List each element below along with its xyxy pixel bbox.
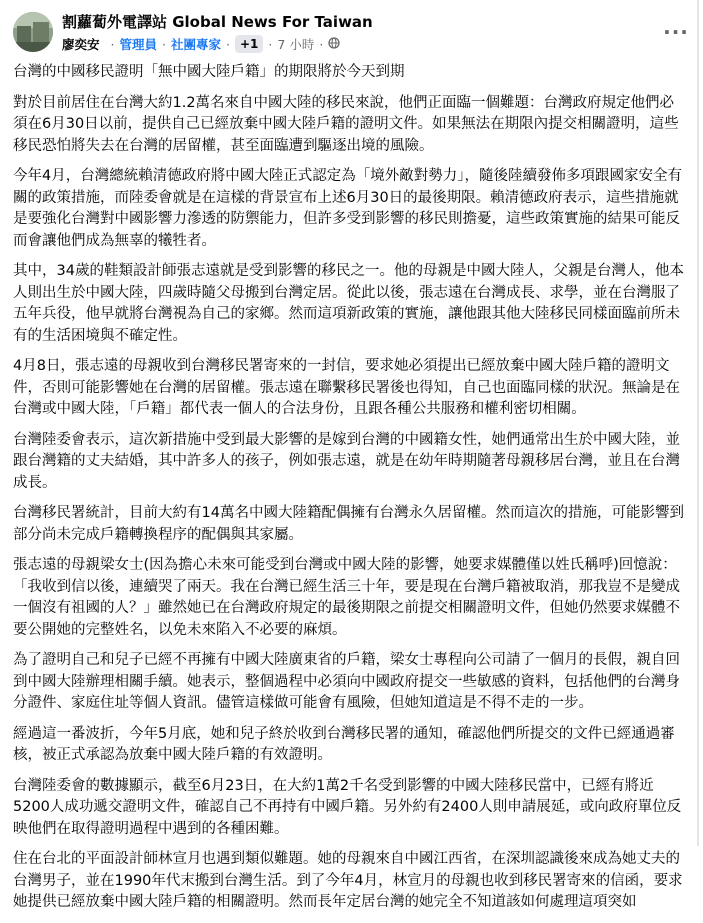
role-badge-expert[interactable]: 社團專家 (171, 37, 222, 52)
post-body (13, 62, 688, 923)
post-paragraph: 台灣陸委會的數據顯示，截至6月23日，在大約1萬2千名受到影響的中國大陸移民當中，已經有將近5200人成功遞交證明文件，確認自己不再持有中國戶籍。另外約有2400人則申請展延，或向政府單位反映他們在取得證明過程中遇到的各種困難。 (13, 777, 682, 837)
post-paragraph: 今年4月，台灣總統賴清德政府將中國大陸正式認定為「境外敵對勢力」，隨後陸續發佈多項跟國家安全有關的政策措施，而陸委會就是在這樣的背景宣布上述6月30日的最後期限。賴清德政府表示，這些措施就是要強化台灣對中國影響力滲透的防禦能力，但許多受到影響的移民則擔憂，這些政策實施的結果可能反而會讓他們成為無辜的犧牲者。 (13, 168, 682, 249)
separator: · (162, 36, 166, 52)
author-avatar-image (49, 48, 53, 52)
more-badges-button[interactable]: +1 (235, 35, 263, 53)
post-header (0, 0, 703, 56)
separator: · (226, 36, 230, 52)
post-time-link[interactable]: 7 小時 (277, 37, 315, 52)
post-paragraph: 台灣陸委會表示，這次新措施中受到最大影響的是嫁到台灣的中國籍女性，她們通常出生於中國大陸，並跟台灣籍的丈夫結婚，其中許多人的孩子，例如張志遠，就是在幼年時期隨著母親移居台灣，並且在台灣成長。 (13, 431, 680, 491)
role-badge-admin[interactable]: 管理員 (119, 37, 158, 52)
separator: · (319, 36, 324, 52)
post-options-button[interactable] (658, 14, 694, 50)
group-avatar[interactable] (13, 12, 53, 52)
more-horizontal-icon: ··· (663, 20, 689, 44)
author-name-link[interactable]: 廖奕安 (62, 37, 100, 52)
separator: · (110, 36, 115, 52)
post-paragraph: 住在台北的平面設計師林宣月也遇到類似難題。她的母親來自中國江西省，在深圳認識後來成為她丈夫的台灣男子，並在1990年代末搬到台灣生活。到了今年4月，林宣月的母親也收到移民署寄來的信函，要求她提供已經放棄中國大陸戶籍的相關證明。然而長年定居台灣的她完全不知道該如何處理這項突如 (13, 851, 683, 910)
author-avatar[interactable] (47, 46, 53, 52)
post-paragraph: 為了證明自己和兒子已經不再擁有中國大陸廣東省的戶籍，梁女士專程向公司請了一個月的長假，親自回到中國大陸辦理相關手續。她表示，整個過程中必須向中國政府提交一些敏感的資料，包括他們的台灣身分證件、家庭住址等個人資訊。儘管這樣做可能會有風險，但她知道這是不得不走的一步。 (13, 652, 680, 711)
post-paragraph: 經過這一番波折，今年5月底，她和兒子終於收到台灣移民署的通知，確認他們所提交的文件已經通過審核，被正式承認為放棄中國大陸戶籍的有效證明。 (13, 725, 675, 763)
post-paragraph: 台灣移民署統計，目前大約有14萬名中國大陸籍配偶擁有台灣永久居留權。然而這次的措施，可能影響到部分尚未完成戶籍轉換程序的配偶與其家屬。 (13, 505, 684, 543)
group-name-link[interactable]: 割蘿蔔外電譯站 Global News For Taiwan (62, 13, 373, 31)
post-paragraph: 張志遠的母親梁女士(因為擔心未來可能受到台灣或中國大陸的影響，她要求媒體僅以姓氏稱呼)回憶說：「我收到信以後，連續哭了兩天。我在台灣已經生活三十年，要是現在台灣戶籍被取消，那我豈不是變成一個沒有祖國的人？」雖然她已在台灣政府規定的最後期限之前提交相關證明文件，但她仍然要求媒體不要公開她的完整姓名，以免未來陷入不必要的麻煩。 (13, 557, 680, 638)
post-title: 台灣的中國移民證明「無中國大陸戶籍」的期限將於今天到期 (13, 64, 405, 80)
post-paragraph: 其中，34歲的鞋類設計師張志遠就是受到影響的移民之一。他的母親是中國大陸人，父親是台灣人，他本人則出生於中國大陸，四歲時隨父母搬到台灣定居。從此以後，張志遠在台灣成長、求學，並在台灣服了五年兵役，他早就將台灣視為自己的家鄉。然而這項新政策的實施，讓他跟其他大陸移民同樣面臨前所未有的生活困境與不確定性。 (13, 263, 684, 344)
post-paragraph: 4月8日，張志遠的母親收到台灣移民署寄來的一封信，要求她必須提出已經放棄中國大陸戶籍的證明文件，否則可能影響她在台灣的居留權。張志遠在聯繫移民署後也得知，自己也面臨同樣的狀況。無論是在台灣或中國大陸，「戶籍」都代表一個人的合法身份，且跟各種公共服務和權利密切相關。 (13, 358, 680, 417)
audience-globe-icon (328, 37, 340, 52)
separator: · (268, 36, 273, 52)
post-paragraph: 對於目前居住在台灣大約1.2萬名來自中國大陸的移民來說，他們正面臨一個難題：台灣政府規定他們必須在6月30日以前，提供自己已經放棄中國大陸戶籍的證明文件。如果無法在期限內提交相關證明，這些移民恐怕將失去在台灣的居留權，甚至面臨遭到驅逐出境的風險。 (13, 94, 679, 154)
post-meta (62, 35, 340, 53)
group-avatar-image (13, 12, 53, 52)
scrollbar-track[interactable] (697, 0, 699, 846)
